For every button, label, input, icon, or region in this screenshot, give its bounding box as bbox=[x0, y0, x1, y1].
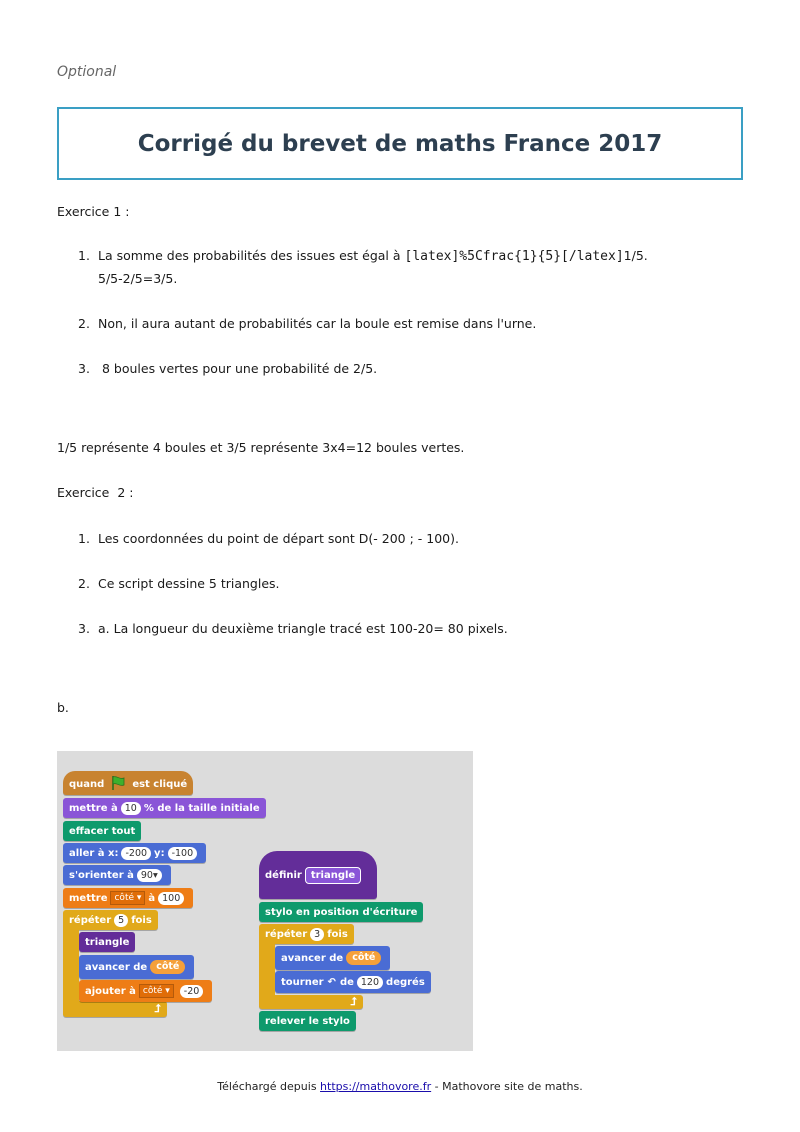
block-text: triangle bbox=[85, 936, 130, 948]
item-content bbox=[98, 245, 648, 290]
goto-xy-block bbox=[63, 843, 206, 863]
optional-label: Optional bbox=[57, 64, 117, 80]
loop-arrow-icon: ⮥ bbox=[350, 995, 357, 1008]
block-text: quand bbox=[69, 778, 105, 790]
item-number: 2. bbox=[78, 576, 90, 591]
turn-left-block bbox=[275, 971, 431, 993]
block-text: effacer tout bbox=[69, 825, 136, 837]
item-number: 2. bbox=[78, 316, 90, 331]
item-text: 8 boules vertes pour une probabilité de 2/5. bbox=[98, 361, 378, 376]
set-variable-block bbox=[63, 888, 193, 908]
number-slot: 120 bbox=[357, 976, 383, 989]
repeat-block-end bbox=[63, 1001, 167, 1017]
latex-code: [latex]%5Cfrac{1}{5}[/latex] bbox=[404, 249, 624, 264]
block-text: stylo en position d'écriture bbox=[265, 906, 418, 918]
block-text: fois bbox=[327, 928, 348, 940]
title-box bbox=[57, 107, 743, 180]
part-b-label: b. bbox=[57, 700, 69, 715]
pen-down-block bbox=[259, 902, 423, 922]
item-text: Les coordonnées du point de départ sont D(- 200 ; - 100). bbox=[98, 531, 459, 546]
variable-dropdown: côté ▾ bbox=[110, 891, 145, 905]
item-text: Non, il aura autant de probabilités car la boule est remise dans l'urne. bbox=[98, 316, 537, 331]
triangle-call-block bbox=[79, 932, 135, 952]
pen-up-block bbox=[259, 1011, 356, 1031]
when-flag-clicked-block bbox=[63, 771, 193, 795]
exercice1-heading: Exercice 1 : bbox=[57, 204, 130, 219]
loop-arrow-icon: ⮥ bbox=[154, 1002, 161, 1015]
block-text: tourner bbox=[281, 976, 324, 988]
list-item bbox=[78, 358, 377, 380]
variable-dropdown: côté ▾ bbox=[139, 984, 174, 998]
variable-reporter: côté bbox=[150, 960, 185, 974]
block-text: aller à x: bbox=[69, 847, 119, 859]
variable-reporter: côté bbox=[346, 951, 381, 965]
clear-block bbox=[63, 821, 141, 841]
block-text: % de la taille initiale bbox=[143, 802, 260, 814]
repeat-block bbox=[63, 910, 158, 930]
block-text: avancer de bbox=[85, 961, 148, 973]
number-slot: -200 bbox=[121, 847, 151, 860]
exercice2-heading: Exercice 2 : bbox=[57, 485, 134, 500]
rotate-left-icon: ↶ bbox=[327, 976, 336, 988]
block-text: avancer de bbox=[281, 952, 344, 964]
item-number: 1. bbox=[78, 531, 90, 546]
block-text: mettre à bbox=[69, 802, 118, 814]
block-text: répéter bbox=[69, 914, 112, 926]
block-text: relever le stylo bbox=[265, 1015, 350, 1027]
item-text: La somme des probabilités des issues est égal à bbox=[98, 248, 405, 263]
item-number: 3. bbox=[78, 621, 90, 636]
item-number: 1. bbox=[78, 248, 90, 263]
list-item bbox=[78, 573, 280, 595]
block-text: fois bbox=[131, 914, 152, 926]
repeat-block bbox=[259, 924, 354, 944]
item-text: 1/5. bbox=[623, 248, 648, 263]
block-text: de bbox=[339, 976, 354, 988]
item-text: a. La longueur du deuxième triangle tracé est 100-20= 80 pixels. bbox=[98, 621, 508, 636]
block-text: y: bbox=[154, 847, 165, 859]
footer-prefix: Téléchargé depuis bbox=[217, 1080, 321, 1093]
repeat-block-arm bbox=[63, 929, 79, 1009]
move-steps-block bbox=[79, 955, 194, 979]
item-number: 3. bbox=[78, 361, 90, 376]
number-slot: -100 bbox=[168, 847, 198, 860]
list-item bbox=[78, 245, 648, 290]
list-item bbox=[78, 313, 536, 335]
footer bbox=[0, 1080, 800, 1093]
footer-suffix: - Mathovore site de maths. bbox=[431, 1080, 583, 1093]
number-slot: 5 bbox=[114, 914, 128, 927]
scratch-script-image bbox=[57, 751, 473, 1051]
change-variable-block bbox=[79, 980, 212, 1002]
repeat-block-end bbox=[259, 995, 363, 1009]
block-text: à bbox=[148, 892, 156, 904]
procedure-name: triangle bbox=[305, 867, 361, 884]
exercice1-conclusion: 1/5 représente 4 boules et 3/5 représente 3x4=12 boules vertes. bbox=[57, 440, 465, 455]
number-slot: 3 bbox=[310, 928, 324, 941]
list-item bbox=[78, 528, 459, 550]
define-triangle-block bbox=[259, 851, 377, 899]
block-text: répéter bbox=[265, 928, 308, 940]
green-flag-icon bbox=[110, 775, 126, 794]
page-title: Corrigé du brevet de maths France 2017 bbox=[137, 130, 663, 157]
number-slot: 100 bbox=[158, 892, 184, 905]
block-text: s'orienter à bbox=[69, 869, 134, 881]
repeat-block-arm bbox=[259, 943, 275, 997]
item-text: 5/5-2/5=3/5. bbox=[98, 271, 178, 286]
point-direction-block bbox=[63, 865, 171, 885]
block-text: est cliqué bbox=[132, 778, 188, 790]
number-slot: 10 bbox=[121, 802, 141, 815]
block-text: ajouter à bbox=[85, 985, 136, 997]
block-text: mettre bbox=[69, 892, 108, 904]
block-text: définir bbox=[265, 869, 302, 881]
footer-link[interactable]: https://mathovore.fr bbox=[320, 1080, 432, 1093]
item-text: Ce script dessine 5 triangles. bbox=[98, 576, 280, 591]
list-item bbox=[78, 618, 508, 640]
block-text: degrés bbox=[386, 976, 425, 988]
number-slot: -20 bbox=[180, 985, 204, 998]
set-size-block bbox=[63, 798, 266, 818]
number-slot: 90▾ bbox=[137, 869, 162, 882]
move-steps-block bbox=[275, 946, 390, 970]
